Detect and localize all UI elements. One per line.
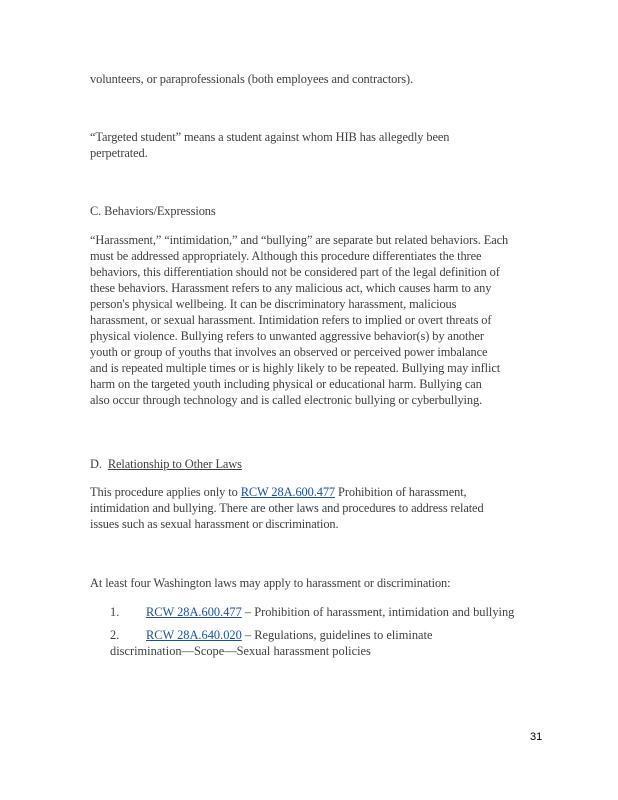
text-line: must be addressed appropriately. Although this procedure differentiates the three bbox=[90, 249, 482, 263]
list-number: 2. bbox=[110, 628, 120, 642]
text-line: harassment, or sexual harassment. Intimidation refers to implied or overt threats of bbox=[90, 313, 492, 327]
section-d-body bbox=[90, 484, 550, 532]
paragraph-volunteers bbox=[90, 71, 550, 87]
section-label: D. bbox=[90, 457, 102, 471]
text-line: “Targeted student” means a student against whom HIB has allegedly been bbox=[90, 130, 450, 144]
list-item bbox=[110, 627, 432, 643]
text-line: “Harassment,” “intimidation,” and “bullying” are separate but related behaviors. Each bbox=[90, 233, 509, 247]
list-item bbox=[110, 604, 514, 620]
text-fragment: This procedure applies only to bbox=[90, 485, 241, 499]
rcw-link[interactable]: RCW 28A.640.020 bbox=[146, 628, 242, 642]
text-line: volunteers, or paraprofessionals (both employees and contractors). bbox=[90, 72, 414, 86]
heading-text: Relationship to Other Laws bbox=[107, 457, 242, 471]
text-line: perpetrated. bbox=[90, 146, 148, 160]
list-number: 1. bbox=[110, 605, 120, 619]
text-line: issues such as sexual harassment or discrimination. bbox=[90, 517, 339, 531]
text-line: youth or group of youths that involves an observed or perceived power imbalance bbox=[90, 345, 488, 359]
text-line: physical violence. Bullying refers to unwanted aggressive behavior(s) by another bbox=[90, 329, 484, 343]
text-line: also occur through technology and is called electronic bullying or cyberbullying. bbox=[90, 393, 483, 407]
list-text: – Prohibition of harassment, intimidation and bullying bbox=[241, 605, 515, 619]
section-c-body bbox=[90, 232, 550, 408]
text-line: behaviors, this differentiation should not be considered part of the legal definition of bbox=[90, 265, 500, 279]
text-line: intimidation and bullying. There are other laws and procedures to address related bbox=[90, 501, 484, 515]
heading-text: C. Behaviors/Expressions bbox=[90, 204, 216, 218]
section-d-heading bbox=[90, 456, 550, 472]
rcw-link[interactable]: RCW 28A.600.477 bbox=[146, 605, 242, 619]
paragraph-targeted-student bbox=[90, 129, 550, 161]
washington-laws-intro bbox=[90, 575, 550, 591]
text-line: and is repeated multiple times or is highly likely to be repeated. Bullying may inflict bbox=[90, 361, 501, 375]
list-item-continuation bbox=[110, 643, 371, 659]
list-text: discrimination—Scope—Sexual harassment policies bbox=[110, 644, 371, 658]
text-line: these behaviors. Harassment refers to any malicious act, which causes harm to any bbox=[90, 281, 492, 295]
text-line: At least four Washington laws may apply to harassment or discrimination: bbox=[90, 576, 451, 590]
text-fragment: Prohibition of harassment, bbox=[335, 485, 467, 499]
section-c-heading bbox=[90, 203, 550, 219]
list-text: – Regulations, guidelines to eliminate bbox=[241, 628, 433, 642]
rcw-link[interactable]: RCW 28A.600.477 bbox=[240, 485, 336, 499]
page-number: 31 bbox=[530, 731, 543, 743]
text-line: harm on the targeted youth including physical or educational harm. Bullying can bbox=[90, 377, 482, 391]
text-line: person's physical wellbeing. It can be discriminatory harassment, malicious bbox=[90, 297, 457, 311]
